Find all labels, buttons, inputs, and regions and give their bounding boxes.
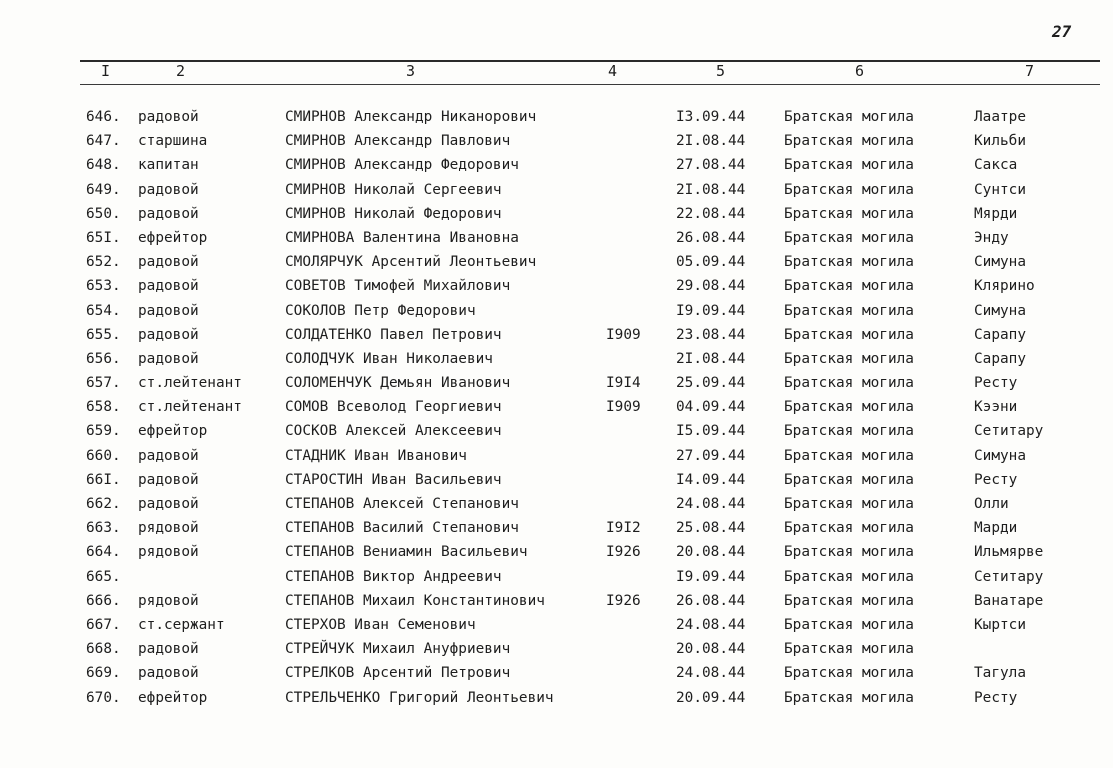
record-number: 662.: [86, 496, 121, 512]
record-burial: Братская могила: [784, 641, 914, 658]
record-date: 29.08.44: [676, 278, 746, 295]
record-number: 657.: [86, 375, 121, 392]
record-number: 654.: [86, 302, 121, 319]
record-name: СТАРОСТИН Иван Васильевич: [285, 471, 502, 488]
record-name: СТЕПАНОВ Виктор Андреевич: [285, 568, 502, 585]
record-date: 2I.08.44: [676, 350, 746, 367]
record-date: I9.09.44: [676, 568, 746, 585]
record-date: 24.08.44: [676, 665, 746, 682]
table-row: [0, 444, 1113, 468]
column-header-6: 6: [855, 62, 865, 80]
record-name: СМИРНОВА Валентина Ивановна: [285, 229, 519, 246]
table-row: [0, 661, 1113, 685]
record-name: СОЛДАТЕНКО Павел Петрович: [285, 326, 502, 343]
record-burial: Братская могила: [784, 278, 914, 295]
record-burial: Братская могила: [784, 399, 914, 416]
record-name: СМИРНОВ Александр Федорович: [285, 157, 519, 174]
record-name: СОЛОМЕНЧУК Демьян Иванович: [285, 375, 511, 392]
record-place: Кээни: [974, 399, 1018, 416]
record-rank: капитан: [138, 157, 199, 174]
column-header-2: 2: [176, 62, 186, 80]
record-table: [0, 105, 1113, 710]
record-rank: ст.лейтенант: [138, 399, 242, 416]
record-burial: Братская могила: [784, 133, 914, 150]
record-birth-year: I926: [606, 544, 641, 561]
record-name: СТРЕЙЧУК Михаил Ануфриевич: [285, 641, 511, 658]
record-burial: Братская могила: [784, 447, 914, 464]
record-rank: радовой: [138, 181, 199, 198]
table-row: [0, 565, 1113, 589]
record-rank: радовой: [138, 471, 199, 488]
record-place: Сакса: [974, 157, 1018, 174]
record-date: 22.08.44: [676, 205, 746, 222]
table-row: [0, 637, 1113, 661]
record-place: Симуна: [974, 447, 1026, 464]
record-date: 04.09.44: [676, 399, 746, 416]
record-number: 667.: [86, 616, 121, 633]
record-place: Тагула: [974, 665, 1026, 682]
record-name: СТАДНИК Иван Иванович: [285, 447, 467, 464]
table-row: [0, 516, 1113, 540]
record-place: Марди: [974, 520, 1018, 537]
table-row: [0, 202, 1113, 226]
record-place: Кыртси: [974, 616, 1026, 633]
page-number: 27: [1052, 22, 1072, 41]
record-rank: ефрейтор: [138, 229, 208, 246]
record-place: Ильмярве: [974, 544, 1044, 561]
record-rank: радовой: [138, 326, 199, 343]
record-name: СМИРНОВ Александр Никанорович: [285, 109, 537, 125]
record-date: 25.08.44: [676, 520, 746, 537]
record-name: СМИРНОВ Николай Федорович: [285, 205, 502, 222]
record-number: 648.: [86, 157, 121, 174]
record-place: Сетитару: [974, 568, 1044, 585]
record-number: 669.: [86, 665, 121, 682]
record-number: 663.: [86, 520, 121, 537]
record-name: СТЕПАНОВ Василий Степанович: [285, 520, 519, 537]
record-rank: рядовой: [138, 520, 199, 537]
record-number: 646.: [86, 109, 121, 125]
record-date: 20.08.44: [676, 641, 746, 658]
record-place: Кильби: [974, 133, 1026, 150]
table-row: [0, 178, 1113, 202]
table-row: [0, 129, 1113, 153]
record-burial: Братская могила: [784, 471, 914, 488]
record-date: I4.09.44: [676, 471, 746, 488]
record-burial: Братская могила: [784, 375, 914, 392]
table-row: [0, 299, 1113, 323]
column-header-5: 5: [716, 62, 726, 80]
record-place: Мярди: [974, 205, 1018, 222]
record-date: 27.08.44: [676, 157, 746, 174]
record-place: Сарапу: [974, 350, 1026, 367]
column-header-row: [0, 62, 1113, 82]
record-number: 660.: [86, 447, 121, 464]
record-number: 650.: [86, 205, 121, 222]
record-burial: Братская могила: [784, 520, 914, 537]
record-date: I9.09.44: [676, 302, 746, 319]
record-number: 659.: [86, 423, 121, 440]
record-name: СОКОЛОВ Петр Федорович: [285, 302, 476, 319]
record-number: 664.: [86, 544, 121, 561]
record-rank: радовой: [138, 109, 199, 125]
record-place: Ресту: [974, 471, 1018, 488]
record-date: 25.09.44: [676, 375, 746, 392]
record-number: 658.: [86, 399, 121, 416]
record-burial: Братская могила: [784, 254, 914, 271]
header-bottom-rule: [80, 84, 1100, 85]
record-birth-year: I909: [606, 399, 641, 416]
record-number: 649.: [86, 181, 121, 198]
table-row: [0, 105, 1113, 129]
record-rank: старшина: [138, 133, 208, 150]
record-number: 655.: [86, 326, 121, 343]
record-date: 24.08.44: [676, 496, 746, 512]
record-place: Клярино: [974, 278, 1035, 295]
record-name: СТЕПАНОВ Алексей Степанович: [285, 496, 519, 512]
record-date: 26.08.44: [676, 229, 746, 246]
record-rank: радовой: [138, 350, 199, 367]
record-burial: Братская могила: [784, 423, 914, 440]
record-name: СТЕРХОВ Иван Семенович: [285, 616, 476, 633]
record-burial: Братская могила: [784, 229, 914, 246]
record-number: 652.: [86, 254, 121, 271]
record-place: Ресту: [974, 689, 1018, 706]
record-birth-year: I9I2: [606, 520, 641, 537]
table-row: [0, 686, 1113, 710]
record-place: Сунтси: [974, 181, 1026, 198]
record-date: 2I.08.44: [676, 181, 746, 198]
table-row: [0, 492, 1113, 516]
record-burial: Братская могила: [784, 109, 914, 125]
record-burial: Братская могила: [784, 544, 914, 561]
record-name: СТРЕЛКОВ Арсентий Петрович: [285, 665, 511, 682]
table-row: [0, 589, 1113, 613]
record-burial: Братская могила: [784, 592, 914, 609]
record-burial: Братская могила: [784, 496, 914, 512]
record-name: СМОЛЯРЧУК Арсентий Леонтьевич: [285, 254, 537, 271]
record-rank: ст.лейтенант: [138, 375, 242, 392]
record-burial: Братская могила: [784, 157, 914, 174]
record-place: Ванатаре: [974, 592, 1044, 609]
record-number: 653.: [86, 278, 121, 295]
column-header-7: 7: [1025, 62, 1035, 80]
record-name: СМИРНОВ Александр Павлович: [285, 133, 511, 150]
record-place: Симуна: [974, 302, 1026, 319]
table-row: [0, 153, 1113, 177]
record-burial: Братская могила: [784, 205, 914, 222]
record-birth-year: I909: [606, 326, 641, 343]
record-number: 668.: [86, 641, 121, 658]
record-rank: радовой: [138, 665, 199, 682]
table-row: [0, 419, 1113, 443]
record-place: Сарапу: [974, 326, 1026, 343]
table-row: [0, 323, 1113, 347]
record-burial: Братская могила: [784, 326, 914, 343]
record-name: СОЛОДЧУК Иван Николаевич: [285, 350, 493, 367]
record-place: Ресту: [974, 375, 1018, 392]
record-date: 26.08.44: [676, 592, 746, 609]
record-date: 23.08.44: [676, 326, 746, 343]
record-rank: радовой: [138, 447, 199, 464]
record-place: Энду: [974, 229, 1009, 246]
record-date: I5.09.44: [676, 423, 746, 440]
record-burial: Братская могила: [784, 181, 914, 198]
record-name: СОВЕТОВ Тимофей Михайлович: [285, 278, 511, 295]
table-row: [0, 395, 1113, 419]
record-place: Симуна: [974, 254, 1026, 271]
record-rank: рядовой: [138, 544, 199, 561]
record-place: Сетитару: [974, 423, 1044, 440]
record-birth-year: I9I4: [606, 375, 641, 392]
record-date: 27.09.44: [676, 447, 746, 464]
record-rank: рядовой: [138, 592, 199, 609]
record-number: 670.: [86, 689, 121, 706]
table-row: [0, 468, 1113, 492]
record-date: 24.08.44: [676, 616, 746, 633]
column-header-3: 3: [406, 62, 416, 80]
record-rank: радовой: [138, 205, 199, 222]
record-place: Лаатре: [974, 109, 1026, 125]
record-number: 66I.: [86, 471, 121, 488]
record-number: 666.: [86, 592, 121, 609]
record-rank: радовой: [138, 254, 199, 271]
table-row: [0, 347, 1113, 371]
record-name: СТЕПАНОВ Вениамин Васильевич: [285, 544, 528, 561]
record-rank: ст.сержант: [138, 616, 225, 633]
record-name: СОМОВ Всеволод Георгиевич: [285, 399, 502, 416]
record-rank: радовой: [138, 278, 199, 295]
table-row: [0, 371, 1113, 395]
table-row: [0, 613, 1113, 637]
record-rank: ефрейтор: [138, 689, 208, 706]
record-name: СОСКОВ Алексей Алексеевич: [285, 423, 502, 440]
record-burial: Братская могила: [784, 350, 914, 367]
table-row: [0, 226, 1113, 250]
record-date: 2I.08.44: [676, 133, 746, 150]
record-rank: ефрейтор: [138, 423, 208, 440]
record-date: 20.08.44: [676, 544, 746, 561]
record-burial: Братская могила: [784, 568, 914, 585]
record-number: 647.: [86, 133, 121, 150]
table-row: [0, 540, 1113, 564]
record-name: СТЕПАНОВ Михаил Константинович: [285, 592, 545, 609]
record-rank: радовой: [138, 641, 199, 658]
record-number: 65I.: [86, 229, 121, 246]
record-number: 656.: [86, 350, 121, 367]
column-header-1: I: [101, 62, 111, 80]
column-header-4: 4: [608, 62, 618, 80]
record-name: СТРЕЛЬЧЕНКО Григорий Леонтьевич: [285, 689, 554, 706]
record-name: СМИРНОВ Николай Сергеевич: [285, 181, 502, 198]
record-rank: радовой: [138, 302, 199, 319]
record-burial: Братская могила: [784, 302, 914, 319]
record-burial: Братская могила: [784, 665, 914, 682]
record-date: I3.09.44: [676, 109, 746, 125]
record-date: 05.09.44: [676, 254, 746, 271]
record-burial: Братская могила: [784, 689, 914, 706]
table-row: [0, 274, 1113, 298]
record-rank: радовой: [138, 496, 199, 512]
record-date: 20.09.44: [676, 689, 746, 706]
record-birth-year: I926: [606, 592, 641, 609]
record-burial: Братская могила: [784, 616, 914, 633]
record-place: Олли: [974, 496, 1009, 512]
record-number: 665.: [86, 568, 121, 585]
table-row: [0, 250, 1113, 274]
